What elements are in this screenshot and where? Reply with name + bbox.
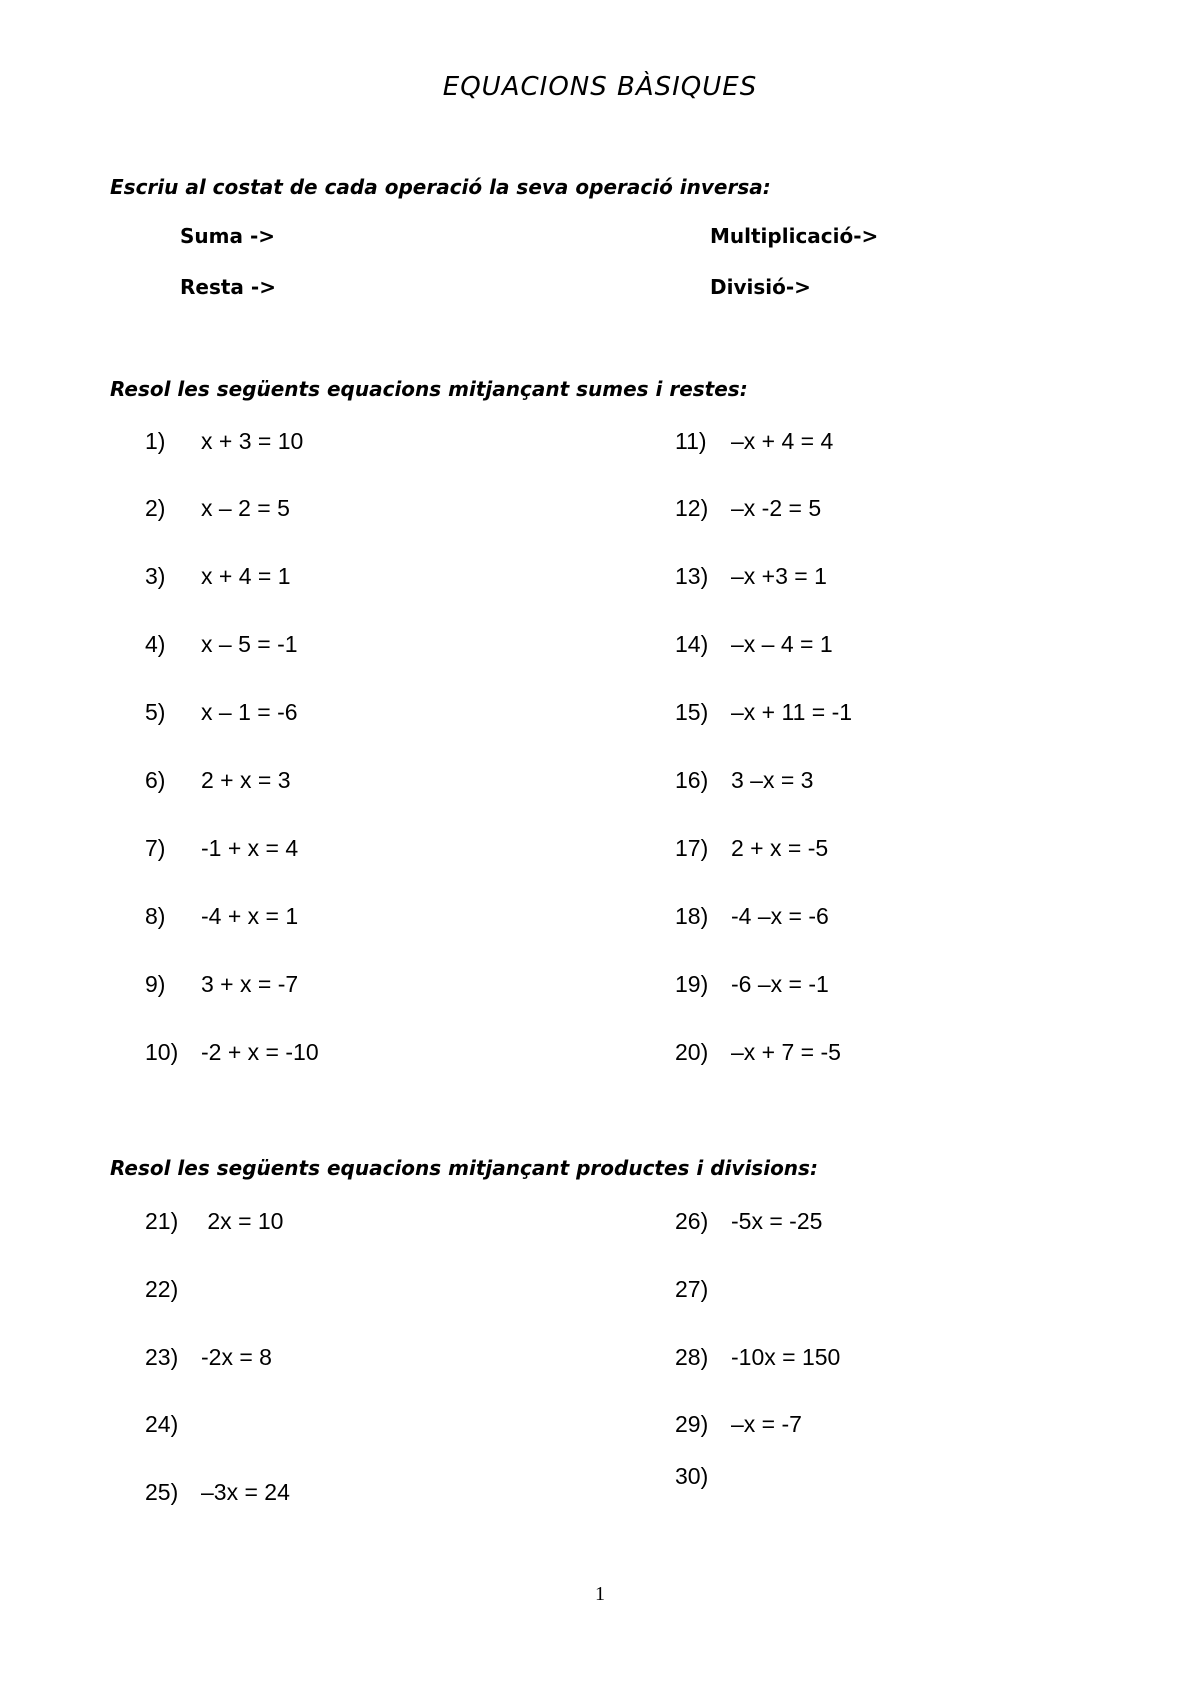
equation-number: 20) bbox=[675, 1039, 709, 1065]
operation-subtraction: Resta -> bbox=[180, 275, 276, 299]
equation-item bbox=[675, 1344, 840, 1371]
equation-text: –x + 7 = -5 bbox=[731, 1039, 841, 1065]
equation-number: 3) bbox=[145, 563, 166, 589]
equation-text: x – 2 = 5 bbox=[201, 495, 290, 521]
equation-text: -4 + x = 1 bbox=[201, 903, 299, 929]
equation-item bbox=[675, 835, 828, 862]
equation-item bbox=[145, 903, 298, 930]
equation-number: 24) bbox=[145, 1411, 179, 1437]
operation-division: Divisió-> bbox=[710, 275, 811, 299]
equation-number: 17) bbox=[675, 835, 709, 861]
equation-number: 25) bbox=[145, 1479, 179, 1505]
equation-number: 21) bbox=[145, 1208, 179, 1234]
equation-item bbox=[145, 495, 290, 522]
equation-number: 26) bbox=[675, 1208, 709, 1234]
equation-text: -2x = 8 bbox=[201, 1344, 272, 1370]
equation-item bbox=[145, 1276, 201, 1303]
equation-item bbox=[675, 1276, 731, 1303]
equation-text: –x +3 = 1 bbox=[731, 563, 827, 589]
equation-item bbox=[675, 1039, 841, 1066]
equation-number: 7) bbox=[145, 835, 166, 861]
equation-item bbox=[145, 1039, 319, 1066]
equation-number: 10) bbox=[145, 1039, 179, 1065]
instruction-products-divisions: Resol les següents equacions mitjançant productes i divisions: bbox=[110, 1156, 818, 1180]
equation-item bbox=[675, 971, 829, 998]
equation-number: 12) bbox=[675, 495, 709, 521]
equation-text: –x -2 = 5 bbox=[731, 495, 822, 521]
equation-item bbox=[145, 428, 303, 455]
equation-number: 22) bbox=[145, 1276, 179, 1302]
equation-item bbox=[145, 1344, 272, 1371]
equation-text: -2 + x = -10 bbox=[201, 1039, 319, 1065]
equation-item bbox=[145, 699, 298, 726]
equation-text: x + 3 = 10 bbox=[201, 428, 304, 454]
equation-item bbox=[145, 835, 298, 862]
equation-item bbox=[675, 631, 833, 658]
equation-text: -6 –x = -1 bbox=[731, 971, 829, 997]
equation-text: 2 + x = -5 bbox=[731, 835, 829, 861]
equation-number: 27) bbox=[675, 1276, 709, 1302]
equation-text: 2 + x = 3 bbox=[201, 767, 291, 793]
equation-text: -1 + x = 4 bbox=[201, 835, 299, 861]
equation-number: 4) bbox=[145, 631, 166, 657]
equation-text: -10x = 150 bbox=[731, 1344, 841, 1370]
equation-number: 14) bbox=[675, 631, 709, 657]
instruction-sums-subtractions: Resol les següents equacions mitjançant sumes i restes: bbox=[110, 377, 748, 401]
equation-number: 13) bbox=[675, 563, 709, 589]
equation-text: –3x = 24 bbox=[201, 1479, 290, 1505]
equation-text: 2x = 10 bbox=[201, 1208, 284, 1234]
equation-text: -4 –x = -6 bbox=[731, 903, 829, 929]
equation-number: 23) bbox=[145, 1344, 179, 1370]
equation-number: 11) bbox=[675, 428, 707, 454]
equation-number: 30) bbox=[675, 1463, 709, 1489]
equation-number: 19) bbox=[675, 971, 709, 997]
equation-number: 15) bbox=[675, 699, 709, 725]
instruction-inverse-operations: Escriu al costat de cada operació la seva operació inversa: bbox=[110, 175, 771, 199]
equation-item bbox=[675, 767, 813, 794]
operation-sum: Suma -> bbox=[180, 224, 275, 248]
equation-item bbox=[145, 631, 298, 658]
equation-text: –x = -7 bbox=[731, 1411, 802, 1437]
equation-text: x + 4 = 1 bbox=[201, 563, 291, 589]
equation-number: 8) bbox=[145, 903, 166, 929]
equation-item bbox=[675, 903, 829, 930]
equation-item bbox=[675, 1208, 822, 1235]
equation-item bbox=[675, 1463, 731, 1490]
equation-number: 28) bbox=[675, 1344, 709, 1370]
equation-item bbox=[145, 1411, 201, 1438]
page-title: EQUACIONS BÀSIQUES bbox=[442, 72, 758, 102]
equation-item bbox=[675, 563, 827, 590]
equation-item bbox=[675, 428, 833, 455]
page-number: 1 bbox=[595, 1583, 605, 1605]
equation-item bbox=[675, 495, 821, 522]
equation-text: –x – 4 = 1 bbox=[731, 631, 833, 657]
equation-number: 5) bbox=[145, 699, 166, 725]
equation-item bbox=[675, 1411, 802, 1438]
equation-item bbox=[675, 699, 852, 726]
equation-number: 6) bbox=[145, 767, 166, 793]
equation-number: 9) bbox=[145, 971, 166, 997]
operation-multiplication: Multiplicació-> bbox=[710, 224, 879, 248]
equation-item bbox=[145, 767, 291, 794]
equation-text: –x + 4 = 4 bbox=[731, 428, 834, 454]
equation-item bbox=[145, 563, 291, 590]
equation-text: -5x = -25 bbox=[731, 1208, 823, 1234]
equation-number: 29) bbox=[675, 1411, 709, 1437]
equation-number: 2) bbox=[145, 495, 166, 521]
equation-text: x – 5 = -1 bbox=[201, 631, 298, 657]
equation-text: x – 1 = -6 bbox=[201, 699, 298, 725]
equation-item bbox=[145, 971, 298, 998]
equation-item bbox=[145, 1208, 283, 1235]
equation-item bbox=[145, 1479, 290, 1506]
equation-number: 16) bbox=[675, 767, 709, 793]
equation-number: 18) bbox=[675, 903, 709, 929]
equation-text: –x + 11 = -1 bbox=[731, 699, 853, 725]
equation-text: 3 + x = -7 bbox=[201, 971, 299, 997]
equation-number: 1) bbox=[145, 428, 166, 454]
equation-text: 3 –x = 3 bbox=[731, 767, 814, 793]
